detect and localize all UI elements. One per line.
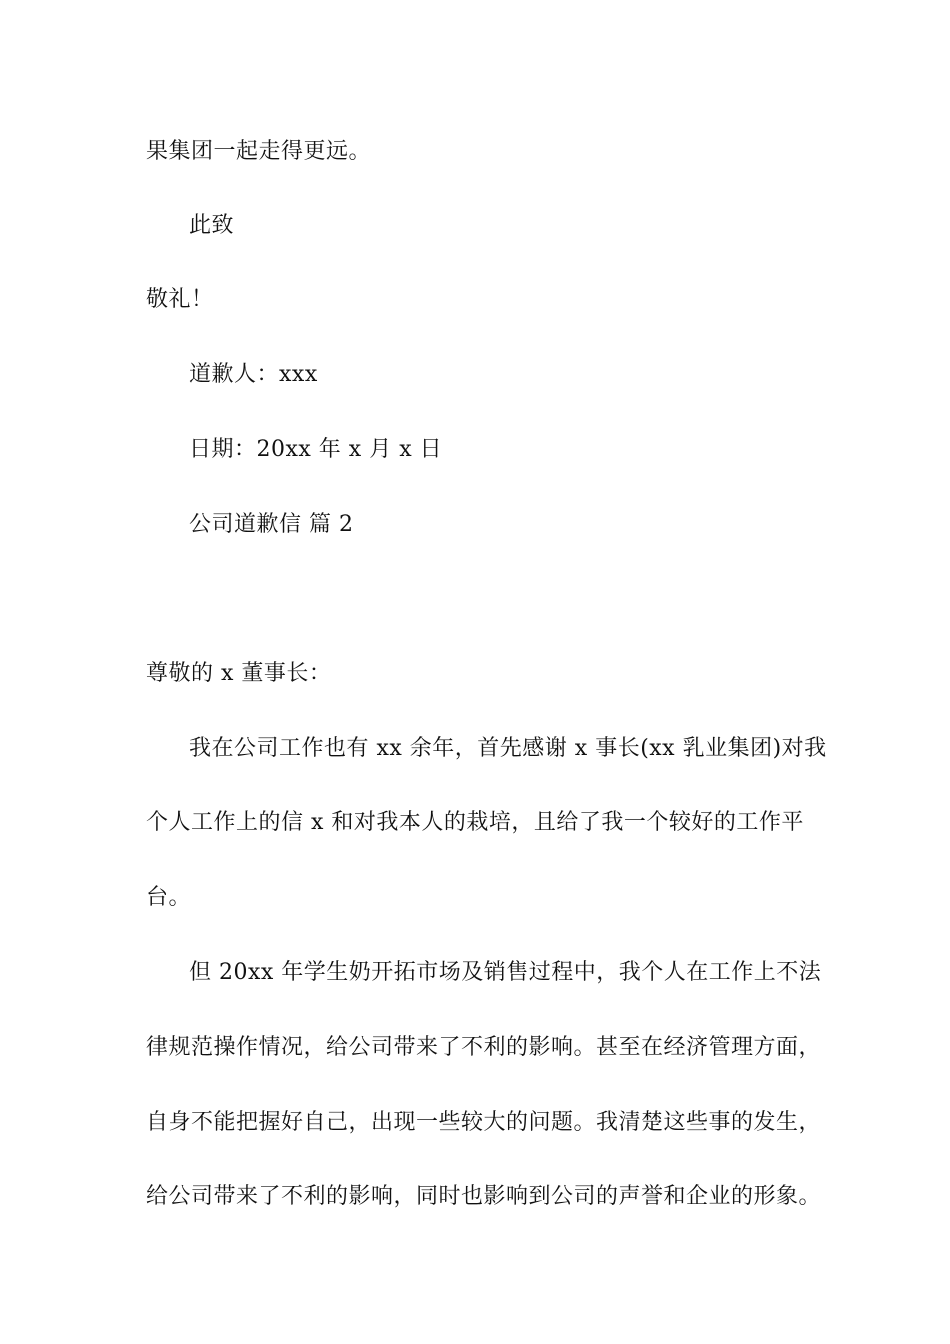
paragraph-line: 自身不能把握好自己，出现一些较大的问题。我清楚这些事的发生， [146,1110,822,1135]
paragraph-line: 果集团一起走得更远。 [146,139,372,164]
date-line: 日期：20xx 年 x 月 x 日 [189,437,443,462]
paragraph-line: 台。 [146,885,192,910]
closing-regards: 敬礼！ [146,287,214,312]
paragraph-line: 律规范操作情况，给公司带来了不利的影响。甚至在经济管理方面， [146,1035,822,1060]
greeting-line: 尊敬的 x 董事长： [146,661,332,686]
paragraph-line: 给公司带来了不利的影响，同时也影响到公司的声誉和企业的形象。 [146,1184,822,1209]
paragraph-line: 我在公司工作也有 xx 余年，首先感谢 x 事长(xx 乳业集团)对我 [189,736,827,761]
paragraph-line: 但 20xx 年学生奶开拓市场及销售过程中，我个人在工作上不法 [189,960,822,985]
paragraph-line: 个人工作上的信 x 和对我本人的栽培，且给了我一个较好的工作平 [146,810,804,835]
signature-line: 道歉人：xxx [189,362,318,387]
section-title: 公司道歉信 篇 2 [189,512,354,537]
closing-salutation: 此致 [189,213,235,238]
